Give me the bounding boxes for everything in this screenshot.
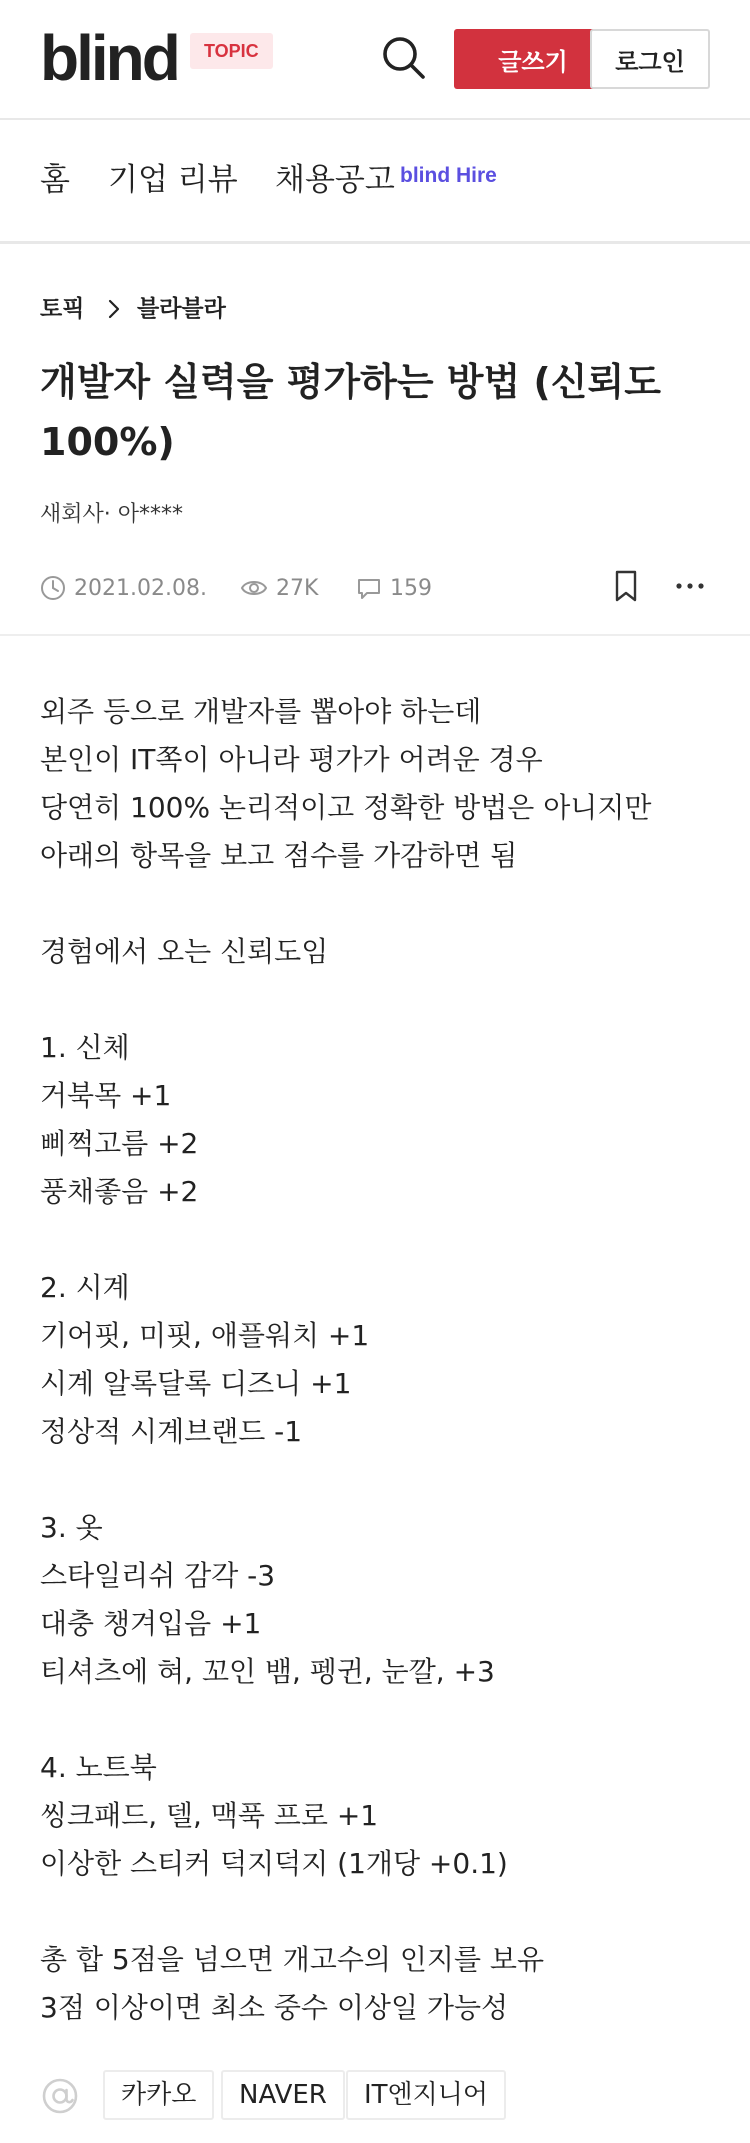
main-nav [0,120,750,244]
body-line: 당연히 100% 논리적이고 정확한 방법은 아니지만 [40,791,652,824]
post-author: 새회사· 아**** [40,502,183,527]
breadcrumb-board[interactable]: 블라블라 [137,296,226,322]
bookmark-button[interactable] [608,568,644,604]
nav-home[interactable]: 홈 [40,162,70,198]
tag-kakao[interactable]: 카카오 [103,2070,214,2120]
post-comments-text: 159 [390,575,432,601]
bookmark-icon [608,568,644,604]
login-button[interactable]: 로그인 [590,29,710,89]
more-icon [672,568,708,604]
comment-icon [356,575,382,601]
blind-logo[interactable]: blind [40,22,178,94]
body-line: 경험에서 오는 신뢰도임 [40,935,329,968]
more-options-button[interactable] [672,568,708,604]
body-line: 삐쩍고름 +2 [40,1127,199,1160]
eye-icon [240,575,268,601]
search-button[interactable] [380,34,428,82]
body-blank-line [40,1696,720,1744]
topic-badge[interactable]: TOPIC [190,33,273,69]
body-line: 정상적 시계브랜드 -1 [40,1415,303,1448]
at-icon [40,2076,80,2116]
clock-icon [40,575,66,601]
write-button[interactable]: 글쓰기 [454,29,612,89]
post-tags [40,2070,720,2120]
body-line: 이상한 스티커 덕지덕지 (1개당 +0.1) [40,1847,508,1880]
search-icon [380,34,428,82]
tag-it-engineer[interactable]: IT엔지니어 [346,2070,506,2120]
site-header [0,0,750,120]
body-line: 1. 신체 [40,1031,130,1064]
body-line: 4. 노트북 [40,1751,157,1784]
body-line: 스타일리쉬 감각 -3 [40,1559,276,1592]
body-line: 3점 이상이면 최소 중수 이상일 가능성 [40,1991,509,2024]
post-meta [40,568,710,608]
body-line: 대충 챙겨입음 +1 [40,1607,262,1640]
post-title: 개발자 실력을 평가하는 방법 (신뢰도 100%) [40,360,661,464]
nav-company-review[interactable]: 기업 리뷰 [108,162,238,198]
body-line: 시계 알록달록 디즈니 +1 [40,1367,352,1400]
post-date [40,568,207,608]
body-line: 거북목 +1 [40,1079,172,1112]
body-blank-line [40,1456,720,1504]
body-blank-line [40,976,720,1024]
body-blank-line [40,1216,720,1264]
body-line: 아래의 항목을 보고 점수를 가감하면 됨 [40,839,518,872]
body-line: 총 합 5점을 넘으면 개고수의 인지를 보유 [40,1943,544,1976]
divider [0,634,750,636]
body-line: 티셔츠에 혀, 꼬인 뱀, 펭귄, 눈깔, +3 [40,1655,495,1688]
body-line: 3. 옷 [40,1511,103,1544]
blind-hire-badge[interactable]: blind Hire [400,164,497,187]
body-line: 2. 시계 [40,1271,130,1304]
post-body [40,688,720,2032]
chevron-right-icon [104,299,124,319]
tag-naver[interactable]: NAVER [221,2070,345,2120]
body-line: 본인이 IT쪽이 아니라 평가가 어려운 경우 [40,743,543,776]
post-comments [356,568,432,608]
breadcrumb-topic[interactable]: 토픽 [40,296,85,322]
body-line: 외주 등으로 개발자를 뽑아야 하는데 [40,695,482,728]
body-blank-line [40,880,720,928]
body-line: 씽크패드, 델, 맥푹 프로 +1 [40,1799,379,1832]
post-date-text: 2021.02.08. [74,575,207,601]
body-line: 기어핏, 미핏, 애플워치 +1 [40,1319,370,1352]
post-views-text: 27K [276,575,319,601]
body-line: 풍채좋음 +2 [40,1175,199,1208]
body-blank-line [40,1888,720,1936]
post-views [240,568,318,608]
nav-jobs[interactable]: 채용공고 [275,162,395,198]
